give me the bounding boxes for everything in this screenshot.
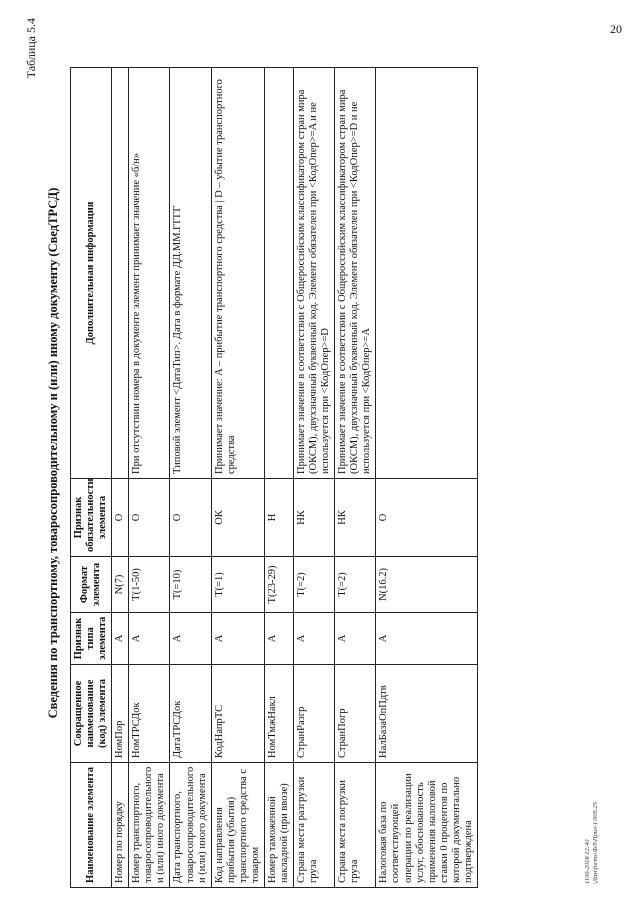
cell-code: КодНапрТС bbox=[211, 665, 264, 763]
cell-info: Принимает значение в соответствии с Общероссийским классификатором стран мира (ОКСМ), двухзначный буквенный код. Элемент обязателен при <КодОпер>=A и не используется при <КодОпер>=D bbox=[294, 68, 335, 479]
cell-info: При отсутствии номера в документе элемент принимает значение «б/н» bbox=[129, 68, 170, 479]
cell-name: Номер транспортного, товаросопроводительного и (или) иного документа bbox=[129, 763, 170, 888]
header-short-code: Сокращенное наименование (код) элемента bbox=[71, 665, 112, 763]
cell-name: Код направления прибытия (убытия) транспортного средства с товаром bbox=[211, 763, 264, 888]
cell-format: T(1-50) bbox=[129, 557, 170, 613]
cell-format: T(=2) bbox=[335, 557, 376, 613]
cell-name: Страна места погрузки груза bbox=[335, 763, 376, 888]
header-type: Признак типа элемента bbox=[71, 613, 112, 665]
elements-table bbox=[70, 67, 478, 888]
cell-code: НалБазаОпПдтв bbox=[376, 665, 478, 763]
table-title: Сведения по транспортному, товаросопроводительному и (или) иному документу (СведТРСД) bbox=[46, 187, 60, 719]
footer-timestamp: 1109-2018 12:40 bbox=[584, 839, 591, 884]
header-mandatory: Признак обязательности элемента bbox=[71, 479, 112, 557]
table-row bbox=[294, 68, 335, 888]
cell-mandatory: О bbox=[170, 479, 211, 557]
cell-type: А bbox=[294, 613, 335, 665]
cell-name: Номер по порядку bbox=[112, 763, 129, 888]
cell-code: НомПор bbox=[112, 665, 129, 763]
cell-format: N(7) bbox=[112, 557, 129, 613]
header-row bbox=[71, 68, 112, 888]
cell-info: Принимает значение в соответствии с Общероссийским классификатором стран мира (ОКСМ), двухзначный буквенный код. Элемент обязателен при <КодОпер>=D и не используется при <КодОпер>=A bbox=[335, 68, 376, 479]
header-element-name: Наименование элемента bbox=[71, 763, 112, 888]
cell-code: ДатаТРСДок bbox=[170, 665, 211, 763]
table-label: Таблица 5.4 bbox=[24, 18, 38, 79]
cell-info bbox=[376, 68, 478, 479]
cell-type: А bbox=[264, 613, 293, 665]
cell-info bbox=[264, 68, 293, 479]
cell-code: СтранПогр bbox=[335, 665, 376, 763]
cell-mandatory: Н bbox=[264, 479, 293, 557]
print-footer bbox=[584, 802, 600, 884]
cell-name: Страна места разгрузки груза bbox=[294, 763, 335, 888]
cell-format: T(23-29) bbox=[264, 557, 293, 613]
cell-type: А bbox=[335, 613, 376, 665]
cell-mandatory: НК bbox=[294, 479, 335, 557]
cell-code: НомТмжНакл bbox=[264, 665, 293, 763]
cell-name: Налоговая база по соответствующей операции по реализации услуг, обоснованность применения налоговой ставки 0 процентов по которой документально подтверждена bbox=[376, 763, 478, 888]
table-row bbox=[112, 68, 129, 888]
cell-mandatory: О bbox=[129, 479, 170, 557]
footer-path: \Дом\forms\ФЛ\Прил-1\905.25 bbox=[591, 802, 599, 884]
cell-type: А bbox=[129, 613, 170, 665]
cell-mandatory: НК bbox=[335, 479, 376, 557]
cell-code: СтранРазгр bbox=[294, 665, 335, 763]
cell-mandatory: О bbox=[112, 479, 129, 557]
cell-name: Номер таможенной накладной (при ввозе) bbox=[264, 763, 293, 888]
cell-info: Принимает значение: A – прибытие транспортного средства | D – убытие транспортного средства bbox=[211, 68, 264, 479]
cell-type: А bbox=[112, 613, 129, 665]
cell-type: А bbox=[376, 613, 478, 665]
header-format: Формат элемента bbox=[71, 557, 112, 613]
cell-format: T(=10) bbox=[170, 557, 211, 613]
rotated-page bbox=[18, 18, 618, 888]
header-additional-info: Дополнительная информация bbox=[71, 68, 112, 479]
cell-type: А bbox=[211, 613, 264, 665]
cell-mandatory: ОК bbox=[211, 479, 264, 557]
cell-name: Дата транспортного, товаросопроводительного и (или) иного документа bbox=[170, 763, 211, 888]
cell-format: T(=1) bbox=[211, 557, 264, 613]
table-row bbox=[211, 68, 264, 888]
table-row bbox=[264, 68, 293, 888]
cell-format: N(16.2) bbox=[376, 557, 478, 613]
cell-mandatory: О bbox=[376, 479, 478, 557]
cell-info bbox=[112, 68, 129, 479]
page-number: 20 bbox=[610, 22, 622, 36]
cell-type: А bbox=[170, 613, 211, 665]
cell-code: НомТРСДок bbox=[129, 665, 170, 763]
table-row bbox=[129, 68, 170, 888]
table-row bbox=[335, 68, 376, 888]
cell-format: T(=2) bbox=[294, 557, 335, 613]
cell-info: Типовой элемент <ДатаТип>. Дата в формате ДД.ММ.ГГГГ bbox=[170, 68, 211, 479]
table-row bbox=[170, 68, 211, 888]
table-row bbox=[376, 68, 478, 888]
